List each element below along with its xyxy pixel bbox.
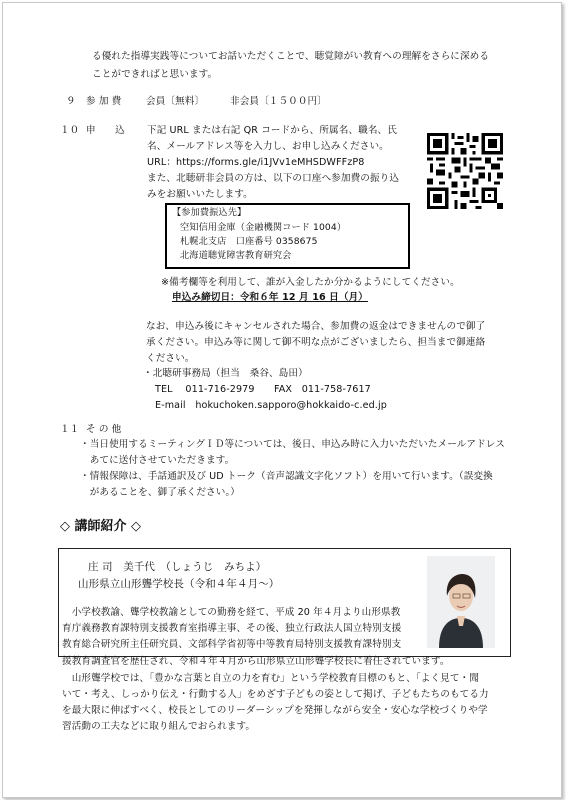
bio-line: 山形聾学校では、「豊かな言葉と自立の力を育む」という学校教育目標のもと、「よく見て・聞 — [62, 673, 479, 684]
portrait-photo — [427, 556, 495, 648]
cancel-line: 承ください。申込み等に関して御不明な点がございましたら、担当まで御連絡 — [146, 337, 486, 348]
bank-title: 【参加費振込先】 — [172, 207, 247, 218]
bio-line: いて・考え、しっかり伝え・行動する人」をめざす子どもの姿として掲げ、子どもたちのもてる力 — [62, 689, 489, 700]
fee-label: 参 加 費 — [86, 96, 122, 107]
other-line: ・情報保障は、手話通訳及び UD トーク（音声認識文字化ソフト）を用いて行います。（誤変換 — [80, 471, 493, 482]
qr-code-icon[interactable] — [427, 133, 503, 209]
bank-line: 北海道聴覚障害教育研究会 — [180, 250, 292, 261]
bio-line: 教育総合研究所主任研究員、文部科学省初等中等教育局特別支援教育課特別支 — [62, 639, 402, 650]
intro-line-2: ことができればと思います。 — [92, 69, 218, 80]
apply-line: 名、メールアドレス等を入力し、お申し込みください。 — [147, 141, 389, 152]
instructor-heading: ◇ 講師紹介 ◇ — [60, 519, 142, 534]
bank-line: 札幌北支店 口座番号 0358675 — [180, 236, 318, 247]
other-label: そ の 他 — [86, 424, 122, 435]
instructor-name: 庄 司 美千代 （しょうじ みちよ） — [88, 561, 267, 573]
bio-line: 育庁義務教育課特別支援教育室指導主事、その後、独立行政法人国立特別支援 — [62, 623, 402, 634]
office-tel-fax: TEL 011-716-2979 FAX 011-758-7617 — [155, 384, 371, 395]
bio-line: 習活動の工夫などに取り組んでおられます。 — [62, 721, 256, 732]
remittance-note: ※備考欄等を利用して、誰が入金したか分かるようにしてください。 — [161, 277, 460, 288]
instructor-title: 山形県立山形聾学校長（令和４年４月～） — [78, 578, 280, 590]
bio-line: 小学校教諭、聾学校教諭としての勤務を経て、平成 20 年４月より山形県教 — [62, 607, 401, 618]
other-line: ・当日使用するミーティングＩＤ等については、後日、申込み時に入力いただいたメールアドレス — [80, 439, 505, 450]
bank-line: 空知信用金庫（金融機関コード 1004） — [180, 222, 347, 233]
other-line: があることを、御了承ください。） — [80, 487, 240, 498]
apply-line: 下記 URL または右記 QR コードから、所属名、職名、氏 — [147, 125, 397, 136]
bio-line: 援教育調査官を歴任され、令和４年４月から山形県立山形聾学校長に着任されています。 — [62, 656, 450, 667]
apply-line: また、北聴研非会員の方は、以下の口座へ参加費の振り込 — [147, 173, 400, 184]
apply-url[interactable]: URL：https://forms.gle/i1JVv1eMHSDWFFzP8 — [147, 157, 365, 168]
cancel-line: ください。 — [146, 353, 195, 364]
apply-number: １０ — [60, 125, 80, 136]
intro-line-1: る優れた指導実践等についてお話いただくことで、聴覚障がい教育への理解をさらに深める — [92, 51, 490, 62]
bio-line: を最大限に伸ばすべく、校長としてのリーダーシップを発揮しながら安全・安心な学校づくりや学 — [62, 705, 488, 716]
fee-number: ９ — [66, 96, 76, 107]
office-email[interactable]: E-mail hokuchoken.sapporo@hokkaido-c.ed.jp — [155, 400, 387, 411]
apply-line: みをお願いいたします。 — [147, 189, 253, 200]
fee-member: 会員〔無料〕 — [146, 96, 205, 107]
other-number: １１ — [60, 424, 80, 435]
cancel-line: なお、申込み後にキャンセルされた場合、参加費の返金はできませんので御了 — [146, 321, 486, 332]
deadline: 申込み締切日：令和６年 12 月 16 日（月） — [172, 292, 368, 303]
fee-nonmember: 非会員〔１５００円〕 — [230, 96, 327, 107]
apply-label: 申 込 — [86, 125, 125, 136]
other-line: あてに送付させていただきます。 — [80, 455, 235, 466]
office-contact: ・北聴研事務局（担当 桑谷、島田） — [143, 368, 308, 379]
